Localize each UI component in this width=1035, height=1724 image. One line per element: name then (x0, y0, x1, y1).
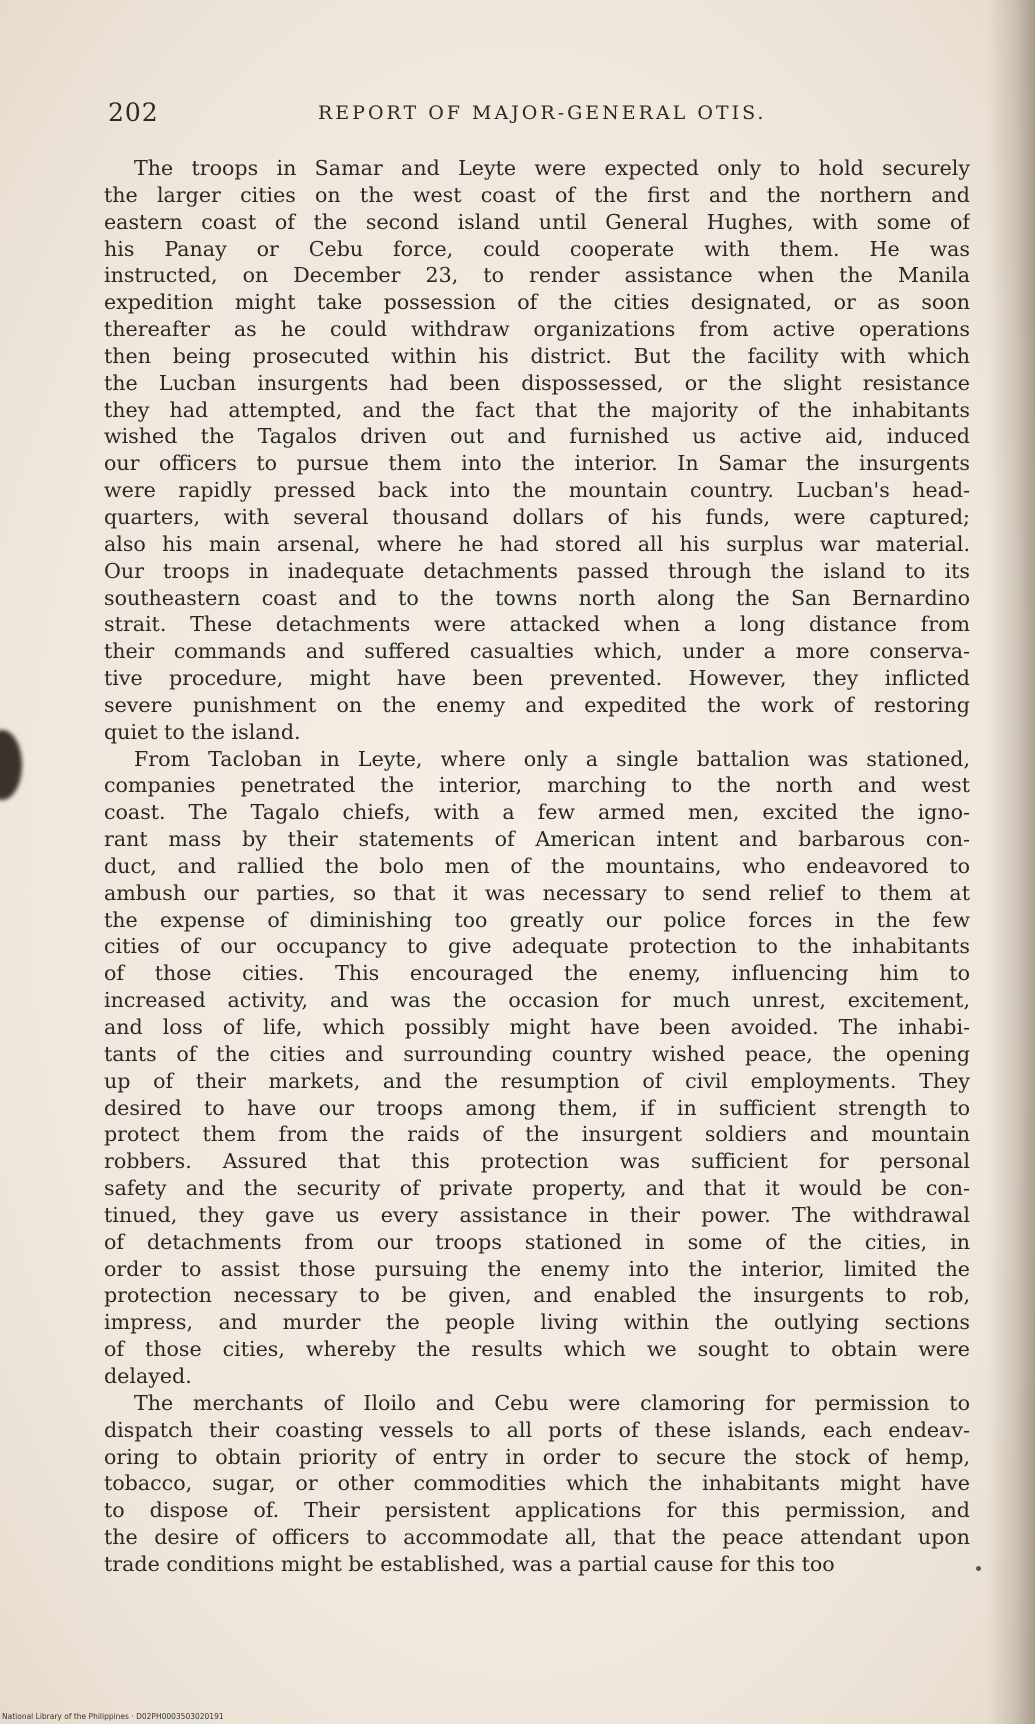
paragraph (104, 746, 970, 1390)
text-line: dispatch their coasting vessels to all ports of these islands, each endeav- (104, 1417, 970, 1442)
text-line: the Lucban insurgents had been dispossessed, or the slight resistance (104, 370, 970, 395)
text-line: they had attempted, and the fact that the majority of the inhabitants (104, 397, 970, 422)
text-line: up of their markets, and the resumption of civil employments. They (104, 1068, 970, 1093)
text-line: and loss of life, which possibly might have been avoided. The inhabi- (104, 1015, 970, 1039)
running-head: REPORT OF MAJOR-GENERAL OTIS. (318, 102, 767, 124)
text-line: of those cities, whereby the results which we sought to obtain were (104, 1337, 970, 1362)
text-line: were rapidly pressed back into the mountain country. Lucban's head- (104, 478, 970, 503)
text-line: rant mass by their statements of American intent and barbarous con- (104, 827, 970, 852)
text-line: The merchants of Iloilo and Cebu were clamoring for permission to (134, 1390, 970, 1415)
text-line: southeastern coast and to the towns north along the San Bernardino (104, 585, 970, 610)
paragraph (104, 155, 970, 746)
text-line: coast. The Tagalo chiefs, with a few armed men, excited the igno- (104, 800, 970, 825)
text-line: then being prosecuted within his district. But the facility with which (104, 343, 970, 368)
text-line: our officers to pursue them into the interior. In Samar the insurgents (104, 451, 970, 476)
text-line: desired to have our troops among them, if in sufficient strength to (104, 1095, 970, 1120)
text-line: Our troops in inadequate detachments passed through the island to its (104, 558, 970, 583)
spine-shadow (987, 0, 1035, 1724)
scan-credit: National Library of the Philippines · D02PH0003503020191 (2, 1712, 224, 1721)
text-line: tinued, they gave us every assistance in their power. The withdrawal (104, 1202, 970, 1227)
body-text (104, 155, 970, 1578)
text-line: eastern coast of the second island until General Hughes, with some of (104, 209, 970, 234)
text-line: thereafter as he could withdraw organizations from active operations (104, 317, 970, 342)
text-line: From Tacloban in Leyte, where only a single battalion was stationed, (134, 746, 970, 771)
text-line: order to assist those pursuing the enemy into the interior, limited the (104, 1256, 970, 1281)
text-line: protection necessary to be given, and enabled the insurgents to rob, (104, 1283, 970, 1308)
text-line: increased activity, and was the occasion for much unrest, excitement, (104, 988, 970, 1013)
text-line: of detachments from our troops stationed in some of the cities, in (104, 1229, 970, 1254)
text-line: The troops in Samar and Leyte were expected only to hold securely (134, 156, 970, 180)
text-line: strait. These detachments were attacked when a long distance from (104, 612, 970, 637)
text-line: tants of the cities and surrounding country wished peace, the opening (104, 1041, 970, 1066)
margin-mark (976, 1566, 981, 1571)
thumb-mark (0, 730, 22, 800)
text-line: his Panay or Cebu force, could cooperate with them. He was (104, 236, 970, 261)
text-line: tobacco, sugar, or other commodities which the inhabitants might have (104, 1471, 970, 1496)
text-line: duct, and rallied the bolo men of the mountains, who endeavored to (104, 853, 970, 878)
text-line: ambush our parties, so that it was necessary to send relief to them at (104, 880, 970, 905)
text-line: to dispose of. Their persistent applications for this permission, and (104, 1498, 970, 1523)
text-line: companies penetrated the interior, marching to the north and west (104, 773, 970, 798)
text-line: robbers. Assured that this protection was sufficient for personal (104, 1149, 970, 1174)
page-number: 202 (108, 98, 159, 127)
text-line: the larger cities on the west coast of the first and the northern and (104, 182, 970, 207)
text-line: tive procedure, might have been prevented. However, they inflicted (104, 666, 970, 691)
text-line: impress, and murder the people living within the outlying sections (104, 1310, 970, 1335)
text-line: cities of our occupancy to give adequate protection to the inhabitants (104, 934, 970, 959)
text-line: the expense of diminishing too greatly our police forces in the few (104, 907, 970, 932)
text-line: their commands and suffered casualties which, under a more conserva- (104, 639, 970, 664)
text-line: the desire of officers to accommodate all, that the peace attendant upon (104, 1525, 970, 1550)
text-line: quiet to the island. (104, 719, 301, 744)
text-line: instructed, on December 23, to render assistance when the Manila (104, 263, 970, 288)
text-line: of those cities. This encouraged the enemy, influencing him to (104, 961, 970, 986)
text-line: expedition might take possession of the cities designated, or as soon (104, 290, 970, 315)
text-line: protect them from the raids of the insurgent soldiers and mountain (104, 1122, 970, 1147)
text-line: trade conditions might be established, was a partial cause for this too (104, 1551, 835, 1576)
text-line: quarters, with several thousand dollars of his funds, were captured; (104, 504, 970, 529)
text-line: also his main arsenal, where he had stored all his surplus war material. (104, 531, 970, 556)
text-line: safety and the security of private property, and that it would be con- (104, 1176, 970, 1201)
page-header (108, 98, 968, 132)
paragraph (104, 1390, 970, 1578)
text-line: wished the Tagalos driven out and furnished us active aid, induced (104, 424, 970, 449)
text-line: oring to obtain priority of entry in order to secure the stock of hemp, (104, 1444, 970, 1469)
text-line: delayed. (104, 1363, 192, 1388)
text-line: severe punishment on the enemy and expedited the work of restoring (104, 692, 970, 717)
